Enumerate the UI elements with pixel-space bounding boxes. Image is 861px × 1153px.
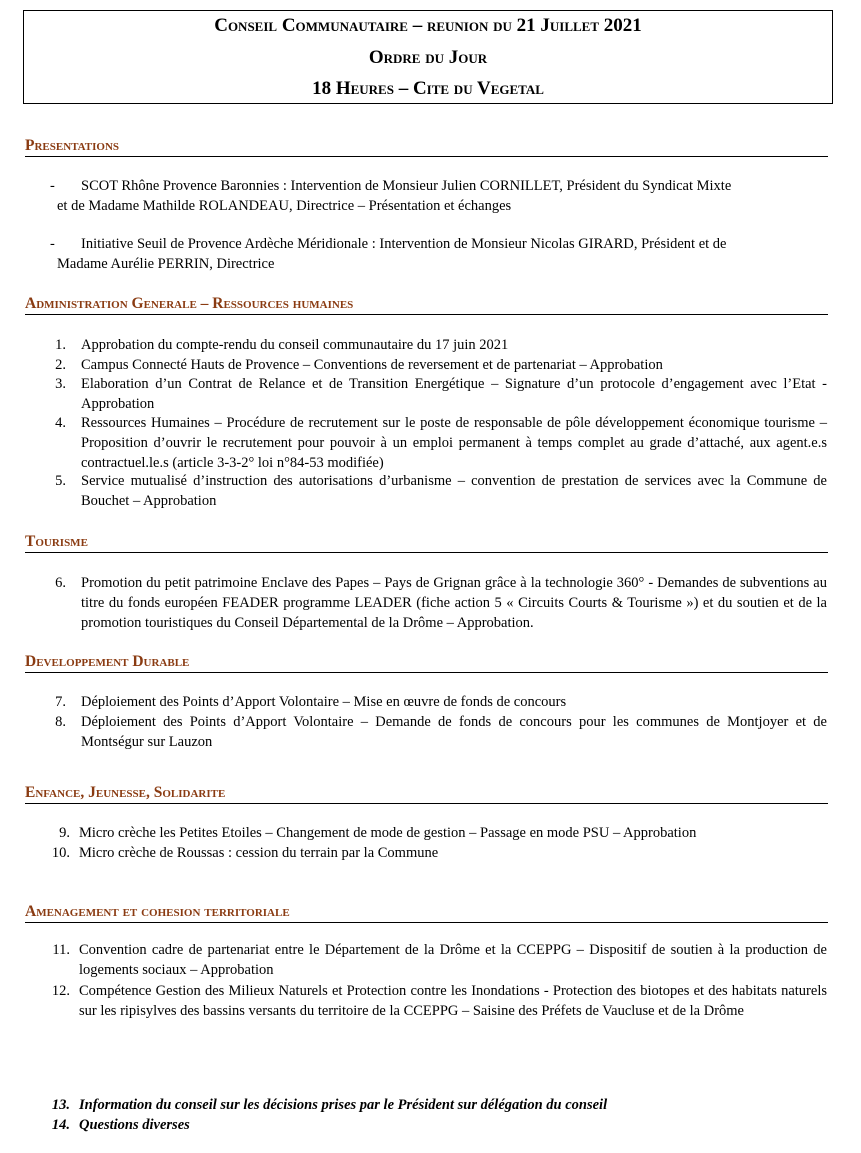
item-number: 3. [55, 376, 66, 392]
item-number: 4. [55, 415, 66, 431]
presentation-line: Madame Aurélie PERRIN, Directrice [57, 256, 275, 272]
item-text: Promotion du petit patrimoine Enclave des Papes – Pays de Grignan grâce à la technologie 360° - Demandes de subventions au titre du fonds européen FEADER programme LEADER (fiche action 5 « Circuits Courts & Tourisme ») et du soutien et de la promotion touristiques du Conseil Départemental de la Drôme – Approbation. [81, 575, 827, 631]
item-number: 6. [55, 575, 66, 591]
item-text: Service mutualisé d’instruction des autorisations d’urbanisme – convention de prestation de services avec la Commune de Bouchet – Approbation [81, 473, 827, 509]
presentation-line: SCOT Rhône Provence Baronnies : Intervention de Monsieur Julien CORNILLET, Président du Syndicat Mixte [81, 178, 732, 194]
item-number: 7. [55, 694, 66, 710]
item-number: 13. [51, 1097, 70, 1113]
item-text: Déploiement des Points d’Apport Volontaire – Demande de fonds de concours pour les communes de Montjoyer et de Montségur sur Lauzon [81, 714, 827, 750]
item-text: Compétence Gestion des Milieux Naturels et Protection contre les Inondations - Protection des biotopes et des habitats naturels sur les ripisylves des bassins versants du territoire de la CCEPPG – Saisine des Préfets de Vaucluse et de la Drôme [79, 983, 827, 1019]
meeting-title: Conseil Communautaire – reunion du 21 Juillet 2021 [214, 15, 642, 36]
item-text: Convention cadre de partenariat entre le Département de la Drôme et la CCEPPG – Dispositif de soutien à la production de logements sociaux – Approbation [79, 942, 827, 978]
item-number: 10. [51, 845, 70, 861]
item-number: 2. [55, 357, 66, 373]
list-dash: - [50, 236, 55, 252]
item-text: Micro crèche de Roussas : cession du terrain par la Commune [79, 845, 439, 861]
section-heading-presentations: Presentations [25, 136, 828, 157]
list-dash: - [50, 178, 55, 194]
agenda-title: Ordre du Jour [368, 47, 488, 68]
meeting-time-place: 18 Heures – Cite du Vegetal [312, 78, 544, 99]
item-text: Campus Connecté Hauts de Provence – Conventions de reversement et de partenariat – Approbation [81, 357, 663, 373]
section-heading-amenagement: Amenagement et cohesion territoriale [25, 902, 828, 923]
item-number: 12. [51, 983, 70, 999]
section-heading-tourisme: Tourisme [25, 532, 828, 553]
item-number: 1. [55, 337, 66, 353]
item-text: Micro crèche les Petites Etoiles – Changement de mode de gestion – Passage en mode PSU – Approbation [79, 825, 697, 841]
item-text: Questions diverses [79, 1117, 190, 1133]
presentation-line: et de Madame Mathilde ROLANDEAU, Directrice – Présentation et échanges [57, 198, 512, 214]
item-text: Elaboration d’un Contrat de Relance et de Transition Energétique – Signature d’un protocole d’engagement avec l’Etat - Approbation [81, 376, 827, 412]
agenda-header-box [23, 10, 833, 104]
section-heading-administration: Administration Generale – Ressources humaines [25, 294, 828, 315]
section-heading-developpement: Developpement Durable [25, 652, 828, 673]
item-text: Information du conseil sur les décisions prises par le Président sur délégation du conseil [79, 1097, 608, 1113]
item-number: 11. [52, 942, 70, 958]
presentation-line: Initiative Seuil de Provence Ardèche Méridionale : Intervention de Monsieur Nicolas GIRARD, Président et de [81, 236, 727, 252]
item-number: 5. [55, 473, 66, 489]
section-heading-enfance: Enfance, Jeunesse, Solidarite [25, 783, 828, 804]
item-number: 9. [59, 825, 70, 841]
item-text: Ressources Humaines – Procédure de recrutement sur le poste de responsable de pôle développement économique tourisme – Proposition d’ouvrir le recrutement pour pouvoir à un emploi permanent à temps complet au grade d’attaché, aux agent.e.s contractuel.le.s (article 3-3-2° loi n°84-53 modifiée) [81, 415, 827, 471]
item-number: 14. [51, 1117, 70, 1133]
item-text: Déploiement des Points d’Apport Volontaire – Mise en œuvre de fonds de concours [81, 694, 567, 710]
item-number: 8. [55, 714, 66, 730]
item-text: Approbation du compte-rendu du conseil communautaire du 17 juin 2021 [81, 337, 509, 353]
